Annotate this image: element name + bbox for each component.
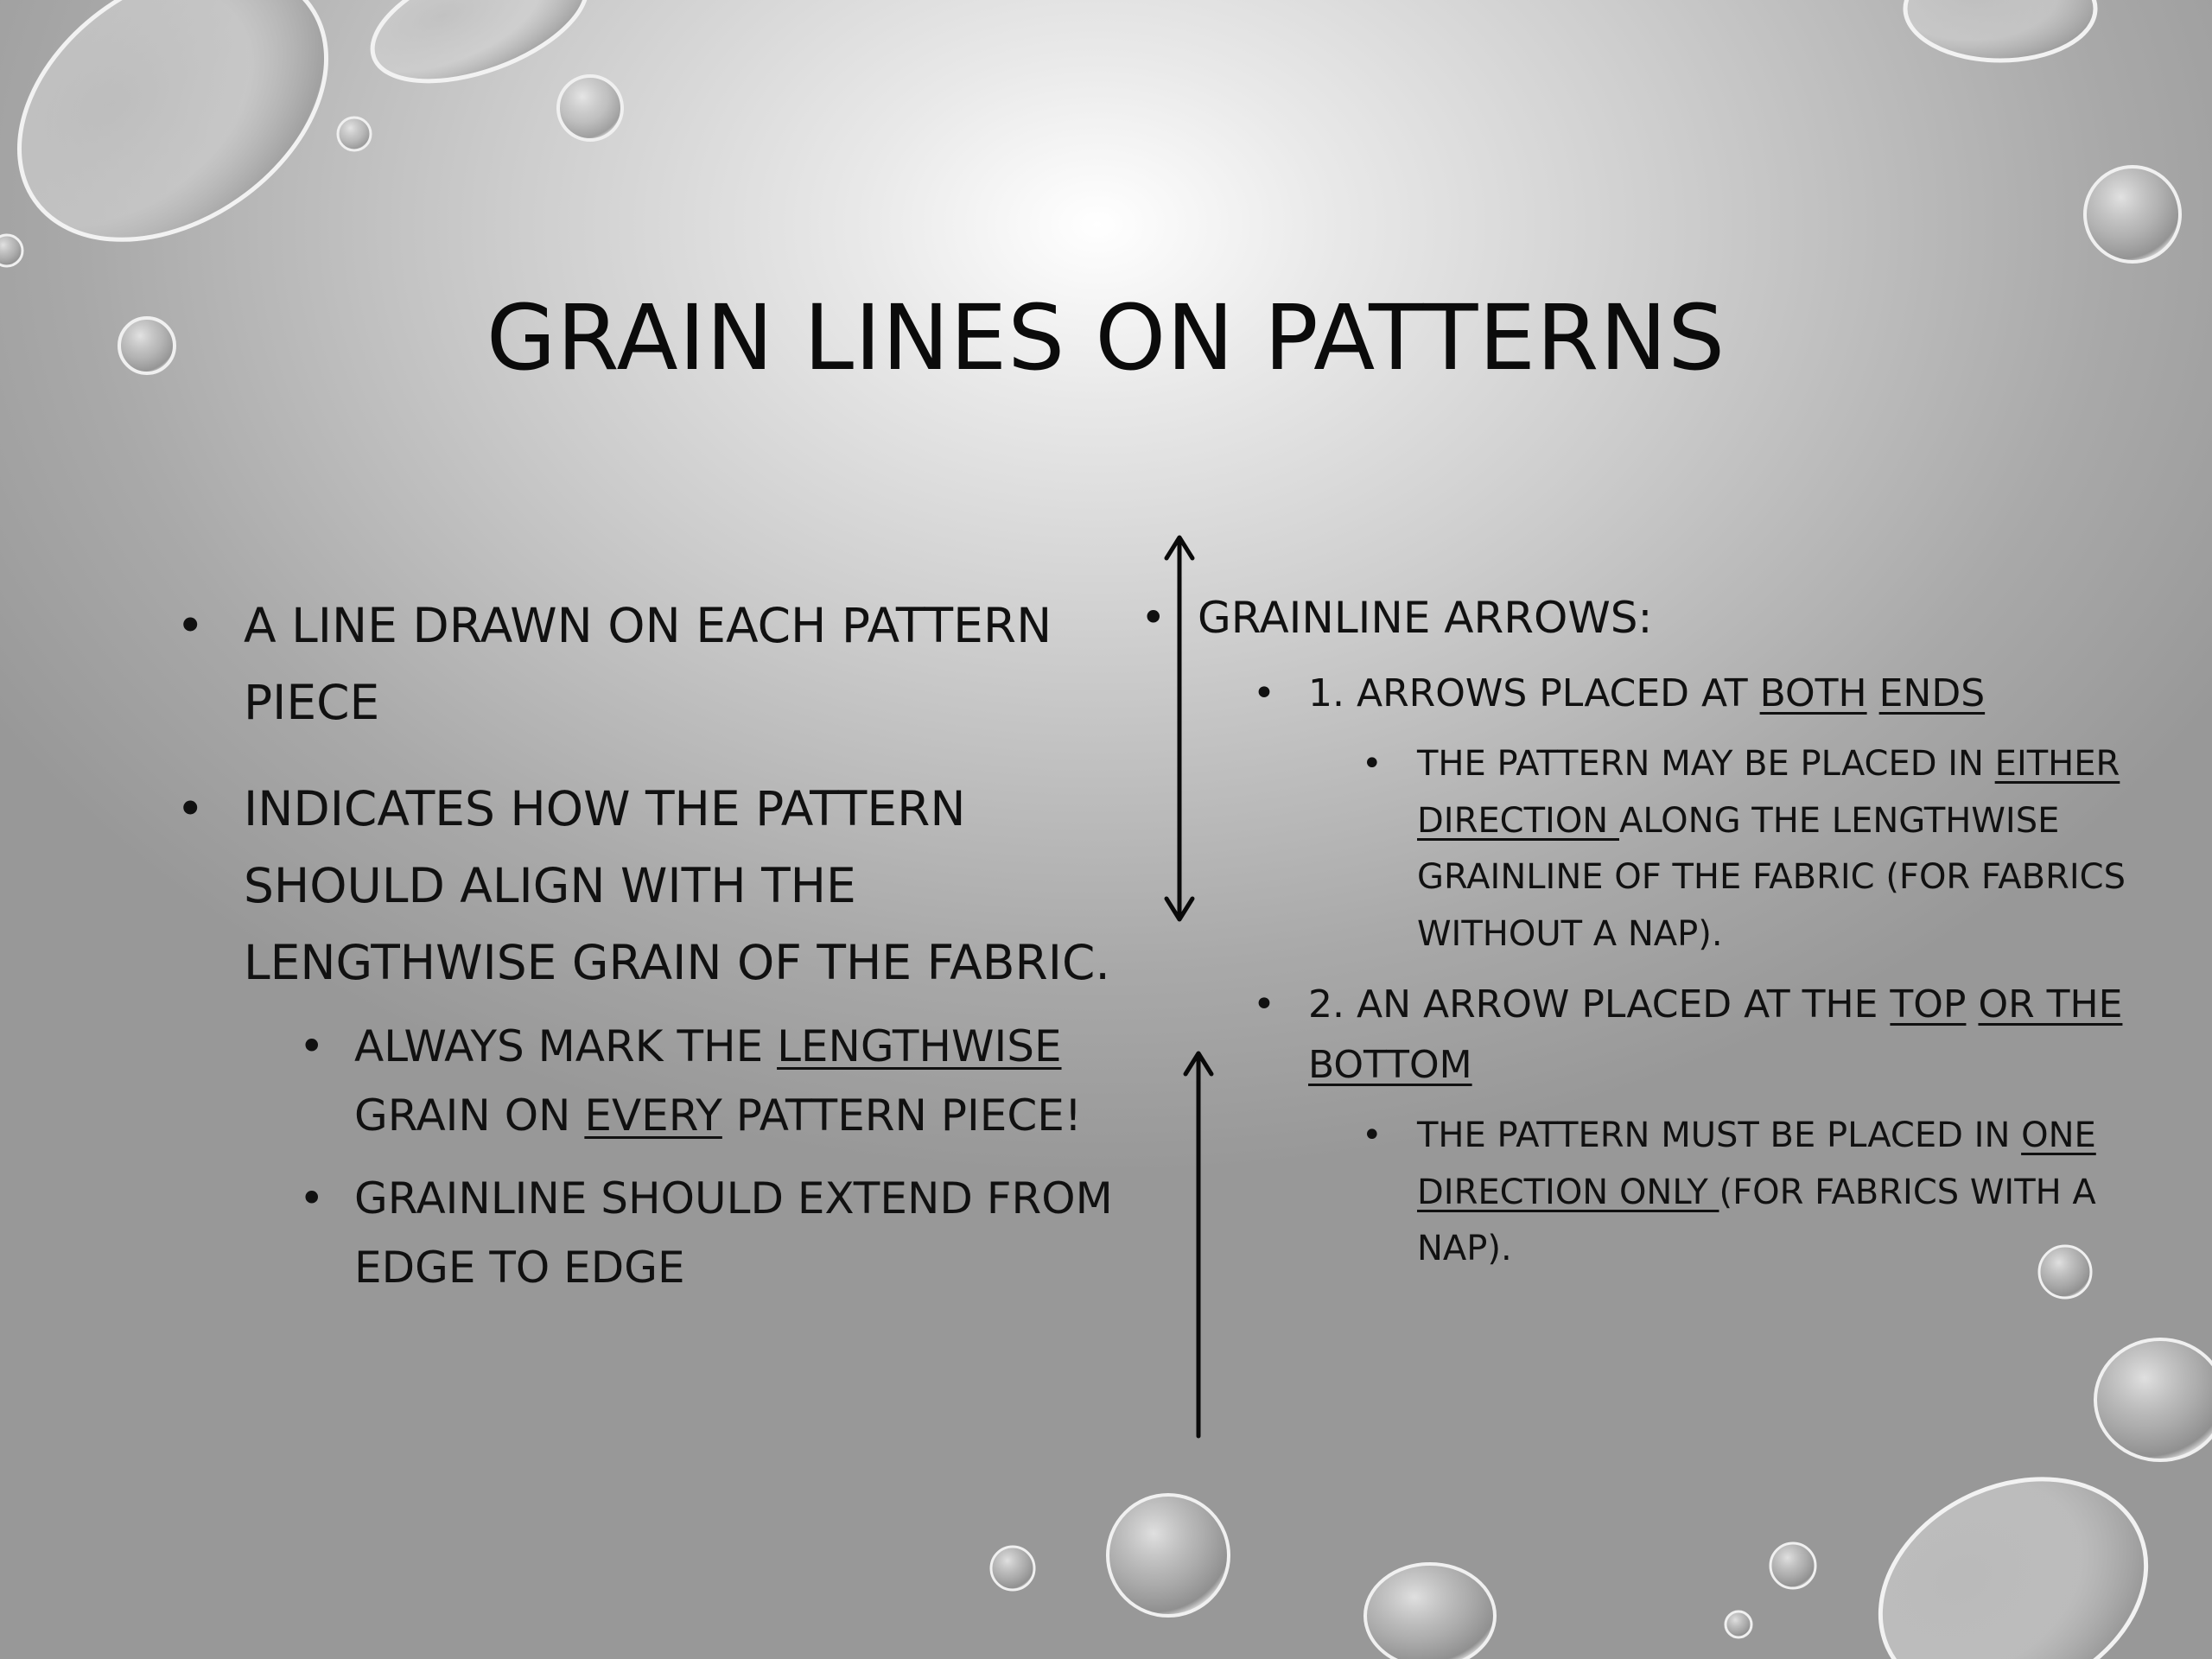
bullet-text: A LINE DRAWN ON EACH PATTERN PIECE [244,598,1052,730]
text-run: 1. ARROWS PLACED AT [1308,671,1760,715]
bullet-text [1308,975,2126,1096]
bullet: • [1253,982,1275,1027]
text-run: (FOR FABRICS WITH A NAP). [1417,1172,2096,1268]
list-item [1141,736,2126,963]
list-item [181,1164,1132,1302]
underlined-text: ENDS [1878,671,1986,715]
bullet: • [299,1173,325,1224]
text-run: ALWAYS MARK THE [354,1021,778,1071]
text-run: THE PATTERN MAY BE PLACED IN [1417,744,1995,784]
list-item [1141,664,2126,724]
underlined-text: BOTH [1759,671,1867,715]
bullet: • [1362,744,1382,784]
text-run: PATTERN PIECE! [721,1090,1082,1141]
bullet: • [299,1021,325,1071]
underlined-text: EVERY [584,1090,722,1141]
text-run: ALONG THE LENGTHWISE GRAINLINE OF THE FABRIC (FOR FABRICS WITHOUT A NAP). [1417,800,2126,954]
bullet-text [1417,736,2126,963]
bullet: • [1253,671,1275,715]
bullet-text: GRAINLINE ARROWS: [1198,593,1653,643]
bullet-text [1417,1108,2126,1278]
bullet-text [354,1012,1132,1150]
list-item [1141,1108,2126,1278]
slide-title: GRAIN LINES ON PATTERNS [486,285,1726,391]
bullet: • [1362,1116,1382,1155]
bullet-text: INDICATES HOW THE PATTERN SHOULD ALIGN WITH THE LENGTHWISE GRAIN OF THE FABRIC. [244,781,1110,990]
bullet-text [1308,664,2126,724]
text-run [1867,671,1879,715]
left-column [176,588,1132,1302]
bullet: • [176,598,205,653]
right-column [1141,588,2126,1278]
text-run: 2. AN ARROW PLACED AT THE [1308,982,1891,1027]
underlined-text: EITHER DIRECTION [1417,744,2120,841]
bullet: • [176,781,205,836]
underlined-text: ONE DIRECTION ONLY [1417,1116,2096,1212]
bullet: • [1141,593,1166,643]
underlined-text: OR THE BOTTOM [1308,982,2123,1087]
underlined-text: TOP [1890,982,1967,1027]
list-item [1141,588,2126,648]
list-item [176,771,1132,1001]
bullet-text: GRAINLINE SHOULD EXTEND FROM EDGE TO EDGE [354,1173,1113,1293]
text-run: THE PATTERN MUST BE PLACED IN [1417,1116,2022,1155]
text-run [1966,982,1978,1027]
list-item [176,588,1132,741]
text-run: GRAIN ON [354,1090,585,1141]
list-item [1141,975,2126,1096]
underlined-text: LENGTHWISE [777,1021,1062,1071]
list-item [181,1012,1132,1150]
